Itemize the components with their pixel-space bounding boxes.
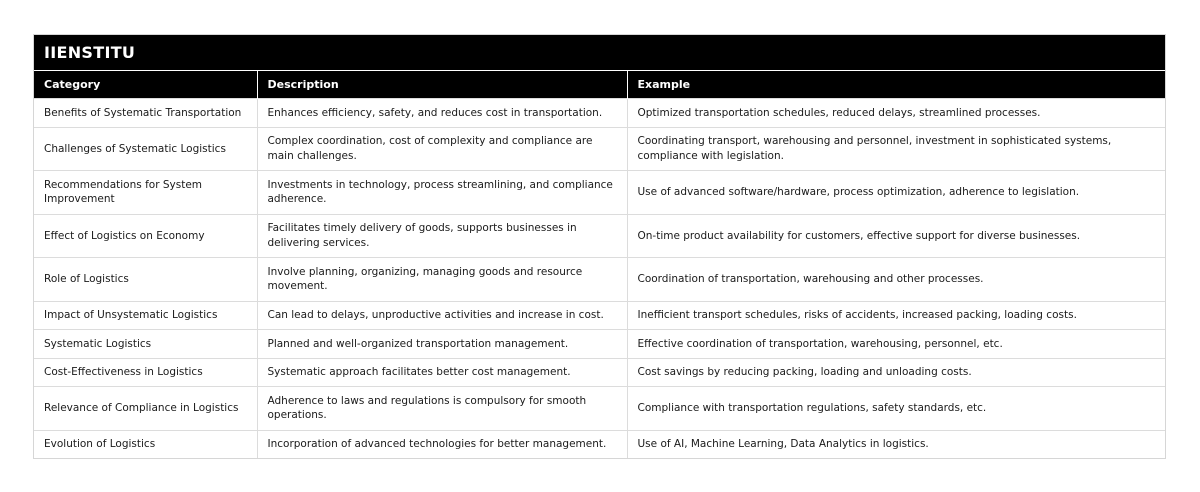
cell-description: Facilitates timely delivery of goods, supports businesses in delivering services. [257, 214, 627, 258]
logistics-table [34, 71, 1165, 458]
table-row [34, 214, 1165, 258]
table-row [34, 330, 1165, 359]
cell-description: Enhances efficiency, safety, and reduces cost in transportation. [257, 99, 627, 128]
brand-title: IIENSTITU [34, 35, 1165, 71]
table-row [34, 358, 1165, 387]
cell-category: Systematic Logistics [34, 330, 257, 359]
cell-category: Recommendations for System Improvement [34, 171, 257, 215]
cell-example: Use of AI, Machine Learning, Data Analytics in logistics. [627, 430, 1165, 458]
cell-example: Use of advanced software/hardware, process optimization, adherence to legislation. [627, 171, 1165, 215]
table-row [34, 430, 1165, 458]
cell-category: Benefits of Systematic Transportation [34, 99, 257, 128]
cell-example: On-time product availability for customers, effective support for diverse businesses. [627, 214, 1165, 258]
cell-category: Evolution of Logistics [34, 430, 257, 458]
table-body [34, 99, 1165, 459]
table-header [34, 71, 1165, 99]
table-row [34, 301, 1165, 330]
table-row [34, 171, 1165, 215]
cell-category: Role of Logistics [34, 258, 257, 302]
header-description: Description [257, 71, 627, 99]
cell-example: Compliance with transportation regulations, safety standards, etc. [627, 387, 1165, 431]
cell-example: Optimized transportation schedules, reduced delays, streamlined processes. [627, 99, 1165, 128]
table-row [34, 127, 1165, 171]
cell-description: Complex coordination, cost of complexity and compliance are main challenges. [257, 127, 627, 171]
cell-category: Challenges of Systematic Logistics [34, 127, 257, 171]
cell-category: Effect of Logistics on Economy [34, 214, 257, 258]
cell-example: Cost savings by reducing packing, loading and unloading costs. [627, 358, 1165, 387]
logistics-table-container [33, 34, 1166, 459]
cell-example: Effective coordination of transportation, warehousing, personnel, etc. [627, 330, 1165, 359]
cell-description: Investments in technology, process streamlining, and compliance adherence. [257, 171, 627, 215]
table-row [34, 258, 1165, 302]
cell-description: Can lead to delays, unproductive activities and increase in cost. [257, 301, 627, 330]
cell-description: Systematic approach facilitates better cost management. [257, 358, 627, 387]
cell-category: Cost-Effectiveness in Logistics [34, 358, 257, 387]
cell-example: Coordinating transport, warehousing and personnel, investment in sophisticated systems, compliance with legislation. [627, 127, 1165, 171]
cell-example: Coordination of transportation, warehousing and other processes. [627, 258, 1165, 302]
header-row [34, 71, 1165, 99]
header-category: Category [34, 71, 257, 99]
table-row [34, 387, 1165, 431]
cell-example: Inefficient transport schedules, risks of accidents, increased packing, loading costs. [627, 301, 1165, 330]
cell-description: Planned and well-organized transportation management. [257, 330, 627, 359]
cell-description: Involve planning, organizing, managing goods and resource movement. [257, 258, 627, 302]
cell-category: Impact of Unsystematic Logistics [34, 301, 257, 330]
cell-description: Adherence to laws and regulations is compulsory for smooth operations. [257, 387, 627, 431]
cell-description: Incorporation of advanced technologies for better management. [257, 430, 627, 458]
cell-category: Relevance of Compliance in Logistics [34, 387, 257, 431]
table-row [34, 99, 1165, 128]
header-example: Example [627, 71, 1165, 99]
